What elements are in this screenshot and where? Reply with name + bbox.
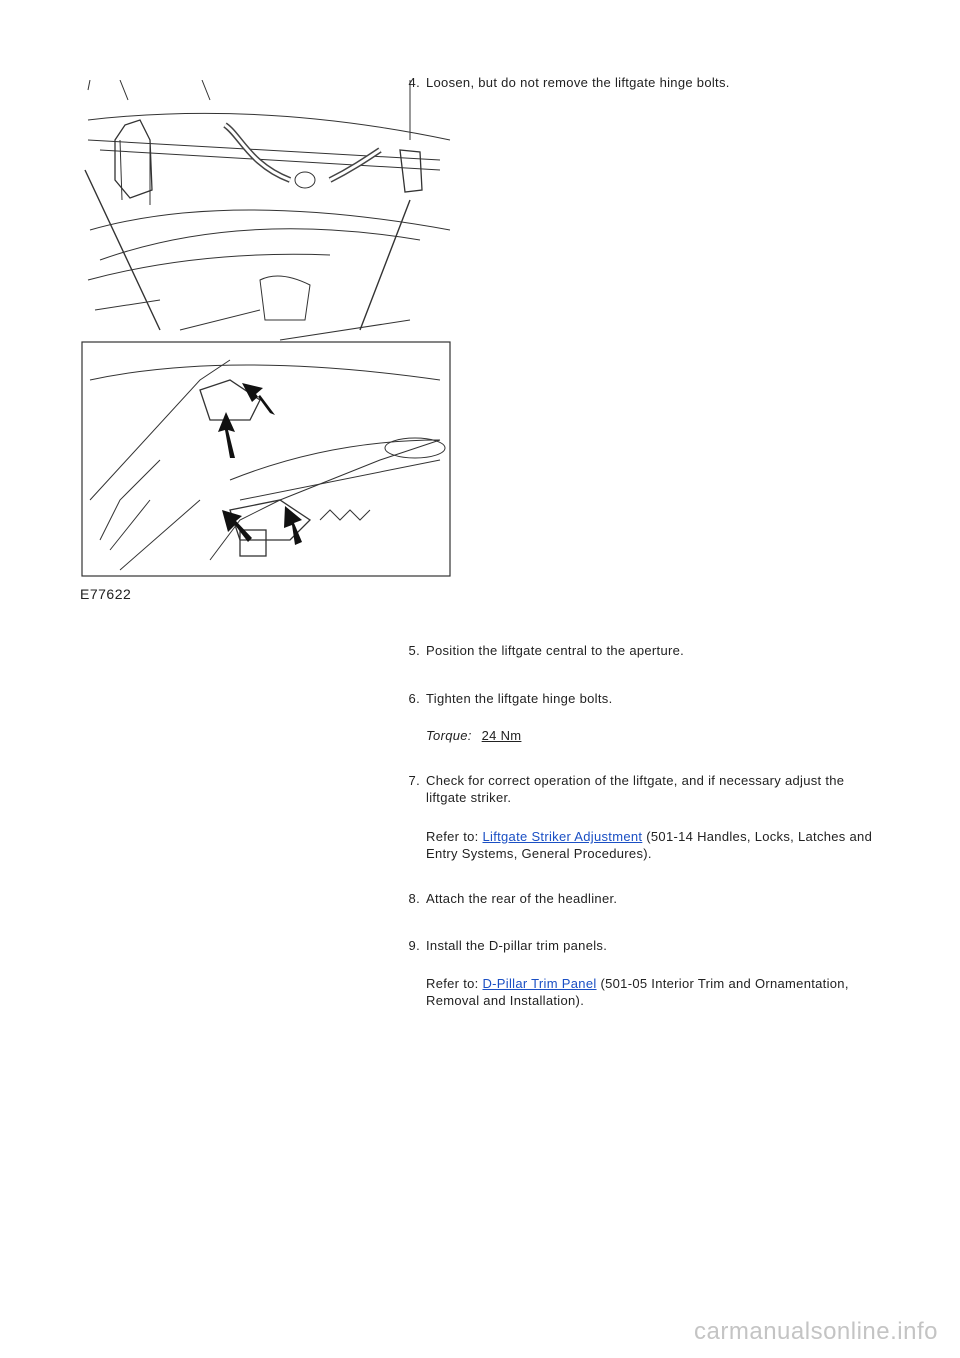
step-number: 8. (408, 891, 420, 906)
step-number: 7. (408, 773, 420, 788)
refer-to-d-pillar (426, 975, 886, 1009)
refer-to-striker (426, 828, 886, 862)
refer-suffix: (501-05 Interior Trim and Ornamentation, Removal and Installation). (426, 976, 849, 1008)
step-number: 4. (408, 75, 420, 90)
liftgate-hinge-illustration (80, 80, 452, 578)
refer-suffix: (501-14 Handles, Locks, Latches and Entry Systems, General Procedures). (426, 829, 873, 861)
refer-prefix: Refer to: (426, 829, 479, 844)
step-text: Attach the rear of the headliner. (426, 891, 618, 906)
step-text: Install the D-pillar trim panels. (426, 938, 608, 953)
figure-id-label: E77622 (80, 586, 132, 602)
step-text: Loosen, but do not remove the liftgate hinge bolts. (426, 75, 730, 90)
step-text: Position the liftgate central to the aperture. (426, 643, 685, 658)
refer-prefix: Refer to: (426, 976, 479, 991)
liftgate-striker-adjustment-link[interactable]: Liftgate Striker Adjustment (482, 829, 643, 844)
torque-spec (426, 727, 886, 744)
torque-value: 24 Nm (481, 728, 522, 743)
step-number: 6. (408, 691, 420, 706)
step-text: Check for correct operation of the liftgate, and if necessary adjust the liftgate striker. (426, 773, 845, 805)
step-text: Tighten the liftgate hinge bolts. (426, 691, 613, 706)
d-pillar-trim-panel-link[interactable]: D-Pillar Trim Panel (482, 976, 597, 991)
step-number: 9. (408, 938, 420, 953)
watermark: carmanualsonline.info (694, 1318, 938, 1345)
step-number: 5. (408, 643, 420, 658)
torque-label: Torque: (426, 728, 472, 743)
